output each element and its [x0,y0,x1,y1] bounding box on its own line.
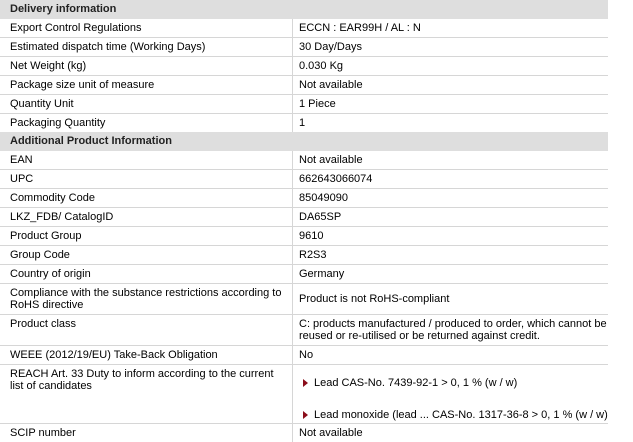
row-label: Export Control Regulations [10,22,142,34]
table-row [0,226,608,245]
row-value: 1 [292,114,608,132]
reach-list-item[interactable] [299,374,608,392]
row-value: No [292,346,608,364]
table-row [0,188,608,207]
row-label: REACH Art. 33 Duty to inform according to the current list of candidates [10,368,274,392]
reach-item-text: Lead CAS-No. 7439-92-1 > 0, 1 % (w / w) [314,377,518,389]
row-value: R2S3 [292,246,608,264]
table-row [0,207,608,226]
additional-section-header: Additional Product Information [0,132,608,151]
row-label: Package size unit of measure [10,79,155,91]
row-label: Product class [10,318,77,330]
row-value: 662643066074 [292,170,608,188]
table-row [0,75,608,94]
row-value: Germany [292,265,608,283]
row-label: EAN [10,154,33,166]
table-row [0,169,608,188]
table-row [0,56,608,75]
table-row-product-class [0,314,608,345]
row-label: Quantity Unit [10,98,74,110]
table-row [0,113,608,132]
row-value: Not available [292,151,608,169]
row-label: Packaging Quantity [10,117,106,129]
row-value: 1 Piece [292,95,608,113]
table-row-scip [0,423,608,442]
delivery-section-header: Delivery information [0,0,608,19]
row-value: 9610 [292,227,608,245]
row-value: C: products manufactured / produced to order, which cannot be reused or re-utilised or be returned against credit. [292,315,608,345]
reach-list-item[interactable] [299,406,608,424]
row-label: Estimated dispatch time (Working Days) [10,41,206,53]
table-row-reach [0,364,608,423]
table-row-rohs [0,283,608,314]
row-value: 0.030 Kg [292,57,608,75]
table-row [0,19,608,37]
row-value: 85049090 [292,189,608,207]
table-row [0,245,608,264]
row-label: Compliance with the substance restrictions according to RoHS directive [10,287,282,311]
row-label: SCIP number [10,427,76,439]
row-label: LKZ_FDB/ CatalogID [10,211,114,223]
row-label: Country of origin [10,268,91,280]
row-value: Not available [292,76,608,94]
reach-item-text: Lead monoxide (lead ... CAS-No. 1317-36-8 > 0, 1 % (w / w) [314,409,608,421]
reach-list [299,368,608,428]
row-label: UPC [10,173,34,185]
row-value: Product is not RoHS-compliant [292,284,608,314]
row-label: Product Group [10,230,82,242]
bullet-arrow-icon [303,379,308,387]
row-value: 30 Day/Days [292,38,608,56]
row-label: Commodity Code [10,192,95,204]
row-value [292,365,608,423]
table-row-weee [0,345,608,364]
row-value: DA65SP [292,208,608,226]
row-value: ECCN : EAR99H / AL : N [292,19,608,37]
table-row [0,94,608,113]
row-label: Group Code [10,249,70,261]
row-value: Not available [292,424,608,442]
table-row [0,37,608,56]
row-label: Net Weight (kg) [10,60,87,72]
row-label: WEEE (2012/19/EU) Take-Back Obligation [10,349,218,361]
table-row [0,264,608,283]
bullet-arrow-icon [303,411,308,419]
table-row [0,151,608,169]
